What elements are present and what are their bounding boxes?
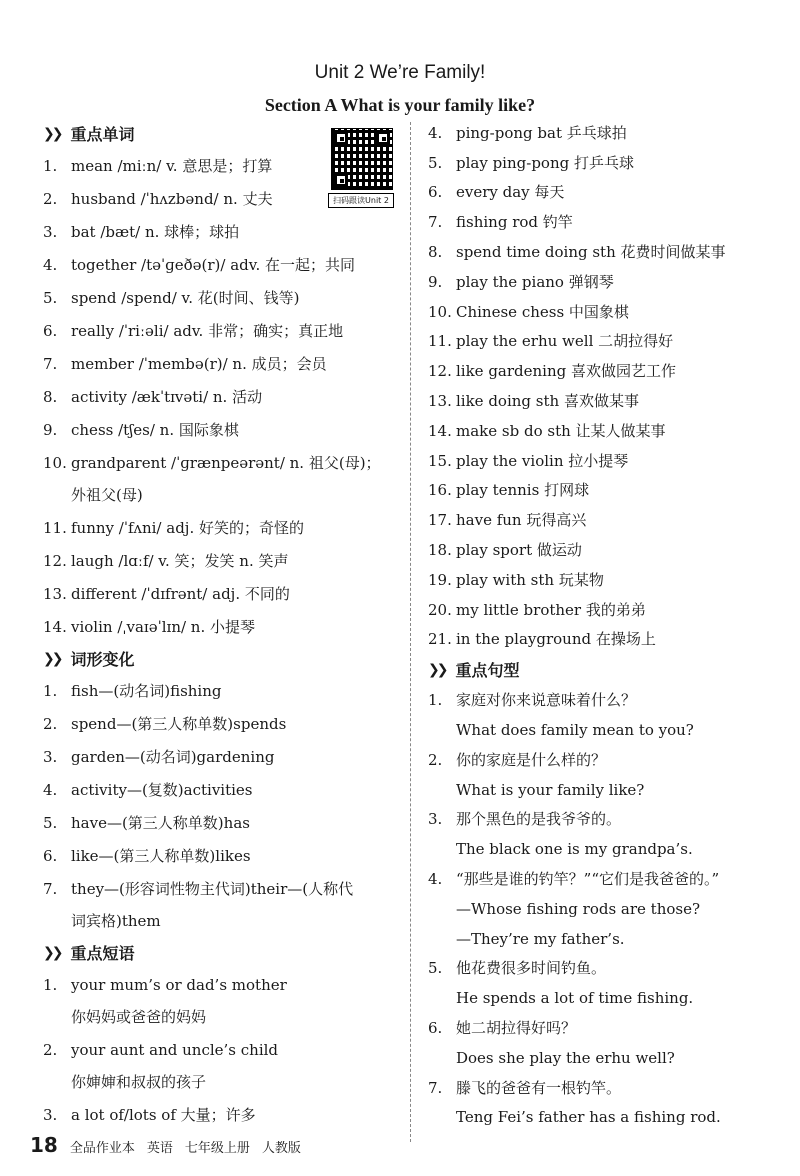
item-number: 13. — [428, 392, 452, 411]
list-item — [428, 207, 773, 237]
double-chevron-icon: ❯❯ — [43, 125, 61, 142]
item-text: 你妈妈或爸爸的妈妈 — [71, 1008, 207, 1026]
item-number: 4. — [428, 870, 443, 889]
section-header-sentences: ❯❯ 重点句型 — [428, 661, 520, 681]
list-item — [43, 610, 403, 643]
item-text: make sb do sth 让某人做某事 — [456, 421, 666, 440]
item-number: 5. — [428, 153, 443, 172]
list-item — [43, 740, 403, 773]
item-text: have—(第三人称单数)has — [71, 813, 250, 832]
list-item — [428, 237, 773, 267]
item-number: 4. — [43, 780, 58, 799]
section-header-forms: ❯❯ 词形变化 — [43, 650, 135, 669]
list-item — [428, 983, 773, 1013]
list-item — [43, 380, 403, 413]
list-item — [43, 1098, 403, 1131]
item-text: 你的家庭是什么样的？ — [456, 750, 607, 769]
item-number: 1. — [43, 681, 58, 700]
item-number: 6. — [43, 321, 58, 340]
qr-label: 扫码跟读Unit 2 — [328, 193, 394, 208]
item-number: 2. — [43, 1040, 58, 1059]
list-item — [43, 215, 403, 248]
phrases-list-continued — [428, 118, 773, 654]
item-text: really /ˈriːəli/ adv. 非常；确实；真正地 — [71, 321, 344, 340]
double-chevron-icon: ❯❯ — [428, 661, 446, 678]
list-item — [428, 386, 773, 416]
item-number: 12. — [43, 551, 67, 570]
list-item — [428, 327, 773, 357]
list-item — [428, 118, 773, 148]
item-text: spend—(第三人称单数)spends — [71, 714, 287, 733]
list-item — [43, 872, 403, 905]
item-number: 10. — [428, 302, 452, 321]
list-item — [43, 182, 403, 215]
item-number: 21. — [428, 630, 452, 649]
item-text: they—(形容词性物主代词)their—(人称代 — [71, 879, 354, 898]
item-number: 9. — [43, 420, 58, 439]
item-text: 那个黑色的是我爷爷的。 — [456, 810, 622, 829]
item-number: 12. — [428, 362, 452, 381]
item-text: like doing sth 喜欢做某事 — [456, 392, 639, 411]
item-text: 滕飞的爸爸有一根钓竿。 — [456, 1078, 622, 1097]
list-item — [43, 839, 403, 872]
item-number: 6. — [428, 183, 443, 202]
list-item — [428, 148, 773, 178]
item-number: 2. — [43, 714, 58, 733]
list-item — [428, 775, 773, 805]
list-item — [43, 511, 403, 544]
list-item — [428, 1043, 773, 1073]
column-divider — [410, 122, 411, 1142]
list-item — [43, 446, 403, 479]
item-number: 6. — [428, 1019, 443, 1037]
double-chevron-icon: ❯❯ — [43, 944, 61, 961]
section-header-phrases: ❯❯ 重点短语 — [43, 944, 135, 963]
item-number: 3. — [43, 747, 58, 766]
item-text: like gardening 喜欢做园艺工作 — [456, 362, 677, 381]
item-number: 14. — [43, 617, 67, 636]
item-number: 7. — [428, 1078, 443, 1097]
phrases-list — [43, 968, 403, 1131]
edition: 人教版 — [261, 1141, 301, 1156]
forms-list — [43, 674, 403, 937]
item-text: play sport 做运动 — [456, 541, 582, 560]
list-item — [428, 356, 773, 386]
item-text: 外祖父(母) — [71, 486, 143, 504]
subject: 英语 — [146, 1141, 173, 1156]
item-number: 4. — [43, 255, 58, 274]
item-text: 家庭对你来说意味着什么？ — [456, 691, 637, 710]
item-text: violin /ˌvaɪəˈlɪn/ n. 小提琴 — [71, 617, 255, 636]
item-number: 7. — [43, 354, 58, 373]
item-text: together /təˈɡeðə(r)/ adv. 在一起；共同 — [71, 255, 355, 274]
item-number: 3. — [428, 810, 443, 829]
list-item — [428, 894, 773, 924]
item-number: 5. — [428, 959, 443, 978]
item-text: your aunt and uncle’s child — [71, 1040, 279, 1059]
list-item — [428, 1013, 773, 1043]
list-item — [43, 149, 403, 182]
list-item — [428, 1103, 773, 1133]
list-item — [43, 773, 403, 806]
item-number: 7. — [428, 213, 443, 232]
item-text: 词宾格)them — [71, 912, 161, 930]
list-item — [43, 281, 403, 314]
item-text: grandparent /ˈɡrænpeərənt/ n. 祖父(母)； — [71, 453, 381, 472]
item-text: member /ˈmembə(r)/ n. 成员；会员 — [71, 354, 327, 373]
item-text: different /ˈdɪfrənt/ adj. 不同的 — [71, 584, 290, 603]
list-item — [428, 267, 773, 297]
item-number: 1. — [428, 691, 443, 710]
item-number: 19. — [428, 570, 452, 589]
grade: 七年级上册 — [184, 1141, 250, 1156]
list-item — [428, 595, 773, 625]
item-text: ping-pong bat 乒乓球拍 — [456, 123, 627, 142]
item-number: 18. — [428, 541, 452, 560]
item-number: 3. — [43, 1105, 58, 1124]
item-text: “那些是谁的钓竿？”“它们是我爸爸的。” — [456, 870, 720, 889]
list-item — [428, 476, 773, 506]
item-text: husband /ˈhʌzbənd/ n. 丈夫 — [71, 189, 273, 208]
list-item — [428, 416, 773, 446]
item-text: mean /miːn/ v. 意思是；打算 — [71, 156, 273, 175]
list-item — [428, 178, 773, 208]
double-chevron-icon: ❯❯ — [43, 650, 61, 667]
item-number: 8. — [428, 243, 443, 262]
item-text: —Whose fishing rods are those? — [456, 899, 701, 918]
item-text: Chinese chess 中国象棋 — [456, 302, 629, 321]
item-number: 15. — [428, 451, 452, 470]
list-item — [43, 314, 403, 347]
item-text: play ping-pong 打乒乓球 — [456, 153, 634, 172]
item-text: chess /tʃes/ n. 国际象棋 — [71, 420, 239, 439]
list-item — [428, 1073, 773, 1103]
item-text: play the erhu well 二胡拉得好 — [456, 332, 674, 351]
item-text: every day 每天 — [456, 183, 565, 202]
sentences-list — [428, 685, 773, 1132]
item-text: garden—(动名词)gardening — [71, 747, 275, 766]
item-number: 17. — [428, 511, 452, 530]
item-text: a lot of/lots of 大量；许多 — [71, 1105, 256, 1124]
page-footer — [30, 1133, 313, 1157]
item-number: 8. — [43, 387, 58, 406]
section-title: Section A What is your family like? — [264, 95, 536, 115]
item-text: spend /spend/ v. 花(时间、钱等) — [71, 288, 300, 307]
list-item — [43, 707, 403, 740]
list-item — [428, 565, 773, 595]
item-text: activity—(复数)activities — [71, 780, 253, 799]
item-number: 5. — [43, 813, 58, 832]
item-number: 10. — [43, 453, 67, 472]
item-text: 他花费很多时间钓鱼。 — [456, 959, 607, 978]
item-number: 3. — [43, 222, 58, 241]
item-text: play the piano 弹钢琴 — [456, 272, 614, 291]
item-number: 11. — [428, 332, 452, 351]
item-text: in the playground 在操场上 — [456, 630, 656, 649]
item-text: play tennis 打网球 — [456, 481, 590, 500]
list-item — [428, 954, 773, 984]
section-header-vocab: ❯❯ 重点单词 — [43, 125, 135, 144]
item-text: play the violin 拉小提琴 — [456, 451, 629, 470]
item-number: 4. — [428, 123, 443, 142]
list-item — [428, 297, 773, 327]
item-text: bat /bæt/ n. 球棒；球拍 — [71, 222, 240, 241]
item-number: 11. — [43, 518, 67, 537]
left-column — [43, 118, 403, 1131]
item-text: What does family mean to you? — [456, 721, 694, 740]
item-number: 6. — [43, 846, 58, 865]
item-text: funny /ˈfʌni/ adj. 好笑的；奇怪的 — [71, 518, 304, 537]
list-item — [428, 625, 773, 655]
book-name: 全品作业本 — [69, 1141, 135, 1156]
list-item — [43, 806, 403, 839]
list-item — [43, 413, 403, 446]
item-number: 5. — [43, 288, 58, 307]
item-number: 1. — [43, 156, 58, 175]
item-number: 9. — [428, 272, 443, 291]
item-text: Teng Fei’s father has a fishing rod. — [456, 1108, 721, 1127]
list-item — [428, 924, 773, 954]
item-number: 2. — [43, 189, 58, 208]
item-text: like—(第三人称单数)likes — [71, 846, 251, 865]
vocab-list — [43, 149, 403, 643]
list-item — [428, 685, 773, 715]
list-item — [43, 1001, 403, 1033]
item-text: my little brother 我的弟弟 — [456, 600, 646, 619]
item-text: The black one is my grandpa’s. — [456, 840, 693, 859]
list-item — [428, 505, 773, 535]
item-number: 16. — [428, 481, 452, 500]
list-item — [428, 805, 773, 835]
item-text: have fun 玩得高兴 — [456, 511, 587, 530]
list-item — [43, 248, 403, 281]
unit-title: Unit 2 We’re Family! — [314, 62, 486, 83]
item-number: 7. — [43, 879, 58, 898]
item-number: 13. — [43, 584, 67, 603]
list-item — [428, 715, 773, 745]
list-item — [428, 745, 773, 775]
list-item — [43, 1066, 403, 1098]
item-text: What is your family like? — [456, 780, 645, 799]
item-text: 她二胡拉得好吗？ — [456, 1019, 577, 1037]
item-text: Does she play the erhu well? — [456, 1048, 675, 1067]
list-item — [43, 347, 403, 380]
item-text: He spends a lot of time fishing. — [456, 989, 694, 1008]
page-number: 18 — [30, 1133, 58, 1157]
list-item — [43, 905, 403, 937]
item-text: fishing rod 钓竿 — [456, 213, 573, 232]
item-text: play with sth 玩某物 — [456, 570, 604, 589]
list-item — [43, 968, 403, 1001]
list-item — [43, 1033, 403, 1066]
item-text: spend time doing sth 花费时间做某事 — [456, 243, 726, 262]
item-number: 1. — [43, 975, 58, 994]
item-text: activity /ækˈtɪvəti/ n. 活动 — [71, 387, 263, 406]
item-text: your mum’s or dad’s mother — [71, 975, 287, 994]
list-item — [428, 535, 773, 565]
list-item — [43, 674, 403, 707]
list-item — [43, 479, 403, 511]
item-text: fish—(动名词)fishing — [71, 681, 222, 700]
list-item — [43, 544, 403, 577]
right-column — [428, 118, 773, 1132]
list-item — [428, 446, 773, 476]
list-item — [428, 864, 773, 894]
item-text: laugh /lɑːf/ v. 笑；发笑 n. 笑声 — [71, 551, 289, 570]
list-item — [43, 577, 403, 610]
item-number: 2. — [428, 750, 443, 769]
item-number: 20. — [428, 600, 452, 619]
item-text: 你婶婶和叔叔的孩子 — [71, 1073, 207, 1091]
item-text: —They’re my father’s. — [456, 929, 625, 948]
item-number: 14. — [428, 421, 452, 440]
list-item — [428, 834, 773, 864]
